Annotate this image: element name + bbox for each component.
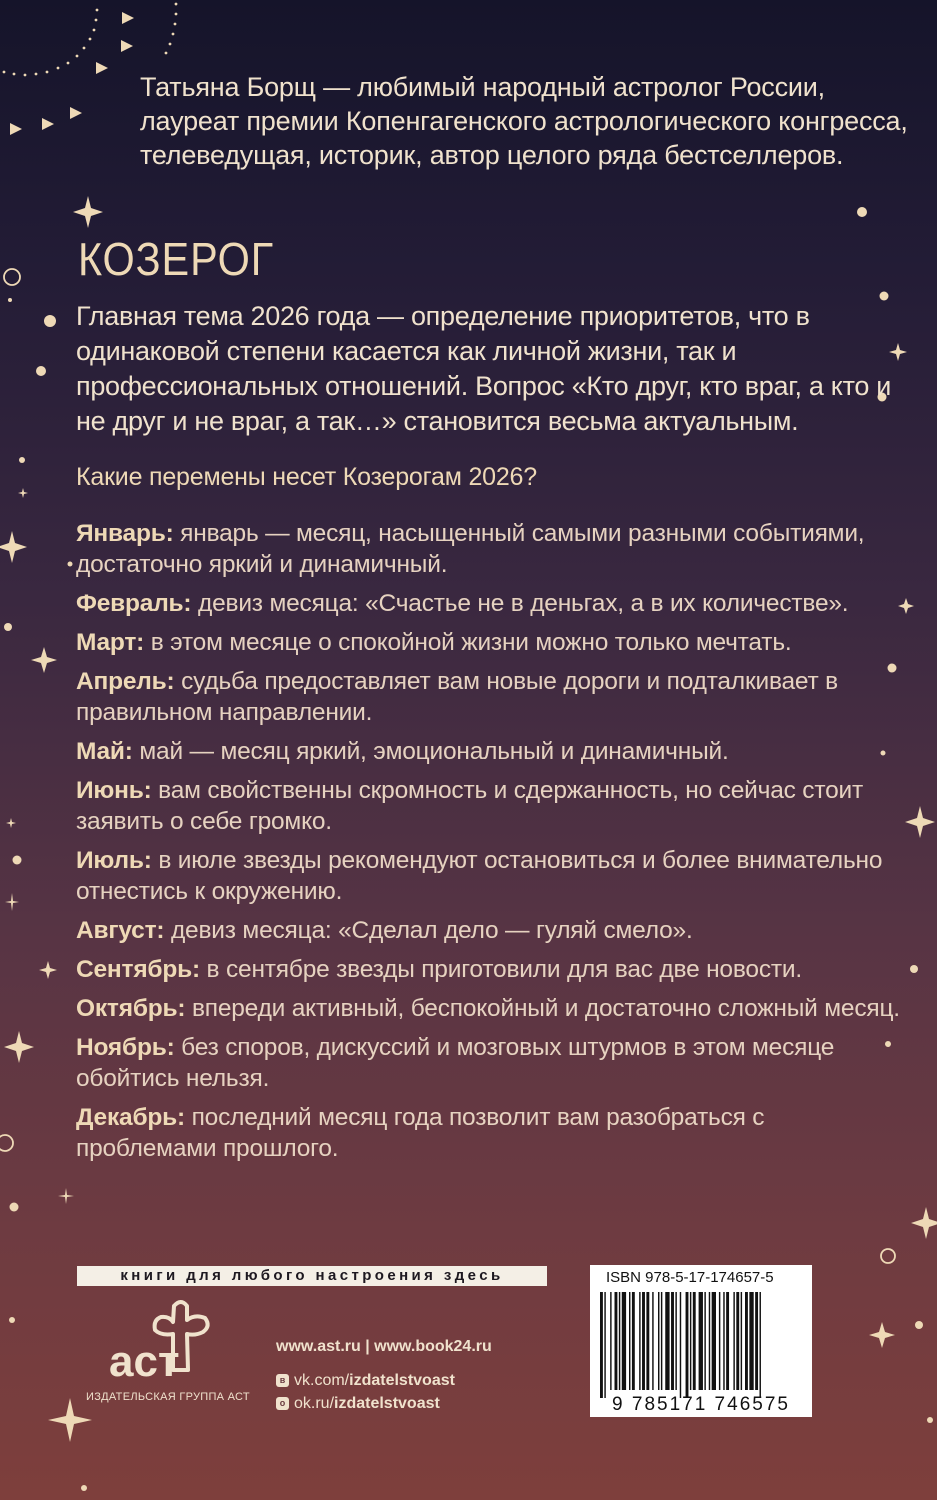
month-name: Ноябрь: bbox=[76, 1034, 175, 1061]
month-item-january bbox=[76, 518, 906, 580]
sign-title: КОЗЕРОГ bbox=[78, 233, 275, 285]
author-name: Татьяна Борщ bbox=[140, 72, 316, 102]
isbn-digits: 9 785171 746575 bbox=[612, 1394, 790, 1415]
month-item-june bbox=[76, 775, 906, 837]
author-description: — любимый народный астролог России, лауреат премии Копенгагенского астрологического конгресса, телеведущая, историк, автор целого ряда бестселлеров. bbox=[140, 72, 908, 170]
month-item-february bbox=[76, 588, 906, 619]
month-name: Сентябрь: bbox=[76, 956, 200, 983]
publisher-name: ИЗДАТЕЛЬСКАЯ ГРУППА АСТ bbox=[86, 1391, 250, 1403]
month-name: Март: bbox=[76, 629, 145, 656]
month-item-october bbox=[76, 993, 906, 1024]
ast-logo bbox=[95, 1300, 245, 1380]
month-text: девиз месяца: «Сделал дело — гуляй смело». bbox=[164, 917, 693, 944]
ok-icon: о bbox=[276, 1397, 289, 1410]
bullet-dot bbox=[44, 315, 56, 327]
monthly-forecast-list bbox=[76, 518, 906, 1172]
month-item-april bbox=[76, 666, 906, 728]
month-name: Февраль: bbox=[76, 590, 192, 617]
month-name: Октябрь: bbox=[76, 995, 186, 1022]
barcode-bars bbox=[596, 1292, 806, 1398]
month-text: впереди активный, беспокойный и достаточно сложный месяц. bbox=[185, 995, 900, 1022]
author-bio bbox=[140, 70, 920, 172]
logo-text: аст bbox=[109, 1337, 180, 1380]
month-name: Декабрь: bbox=[76, 1104, 185, 1131]
ok-handle: izdatelstvoast bbox=[334, 1394, 440, 1412]
month-text: в этом месяце о спокойной жизни можно только мечтать. bbox=[144, 629, 792, 656]
forecast-question: Какие перемены несет Козерогам 2026? bbox=[76, 463, 537, 491]
contact-links bbox=[276, 1338, 492, 1416]
month-text: последний месяц года позволит вам разобраться с проблемами прошлого. bbox=[76, 1104, 765, 1162]
month-name: Июль: bbox=[76, 847, 152, 874]
month-name: Январь: bbox=[76, 520, 174, 547]
month-text: судьба предоставляет вам новые дороги и подталкивает в правильном направлении. bbox=[76, 668, 838, 726]
month-text: вам свойственны скромность и сдержанность, но сейчас стоит заявить о себе громко. bbox=[76, 777, 864, 835]
vk-link[interactable] bbox=[276, 1370, 492, 1391]
month-text: май — месяц яркий, эмоциональный и динамичный. bbox=[132, 738, 729, 765]
month-text: в сентябре звезды приготовили для вас две новости. bbox=[199, 956, 802, 983]
month-name: Август: bbox=[76, 917, 165, 944]
month-text: без споров, дискуссий и мозговых штурмов в этом месяце обойтись нельзя. bbox=[76, 1034, 835, 1092]
vk-icon: в bbox=[276, 1374, 289, 1387]
month-item-august bbox=[76, 915, 906, 946]
month-item-september bbox=[76, 954, 906, 985]
month-item-may bbox=[76, 736, 906, 767]
month-item-november bbox=[76, 1032, 906, 1094]
ok-prefix: ok.ru/ bbox=[294, 1394, 335, 1412]
vk-prefix: vk.com/ bbox=[294, 1371, 350, 1389]
month-item-december bbox=[76, 1102, 906, 1164]
month-name: Июнь: bbox=[76, 777, 152, 804]
barcode bbox=[590, 1265, 812, 1417]
month-text: январь — месяц, насыщенный самыми разными событиями, достаточно яркий и динамичный. bbox=[76, 520, 865, 578]
ok-link[interactable] bbox=[276, 1393, 492, 1414]
isbn-label: ISBN 978-5-17-174657-5 bbox=[606, 1269, 774, 1286]
sign-intro: Главная тема 2026 года — определение приоритетов, что в одинаковой степени касается как личной жизни, так и профессиональных отношений. Вопрос «Кто друг, кто враг, а кто и не друг и не враг, а так…» становится весьма актуальным. bbox=[76, 301, 892, 436]
month-text: в июле звезды рекомендуют остановиться и более внимательно отнестись к окружению. bbox=[76, 847, 883, 905]
slogan-banner: книги для любого настроения здесь bbox=[77, 1266, 547, 1286]
month-name: Апрель: bbox=[76, 668, 175, 695]
month-text: девиз месяца: «Счастье не в деньгах, а в их количестве». bbox=[191, 590, 849, 617]
month-name: Май: bbox=[76, 738, 133, 765]
month-item-march bbox=[76, 627, 906, 658]
month-item-july bbox=[76, 845, 906, 907]
vk-handle: izdatelstvoast bbox=[349, 1371, 455, 1389]
website-links[interactable]: www.ast.ru | www.book24.ru bbox=[276, 1338, 492, 1355]
